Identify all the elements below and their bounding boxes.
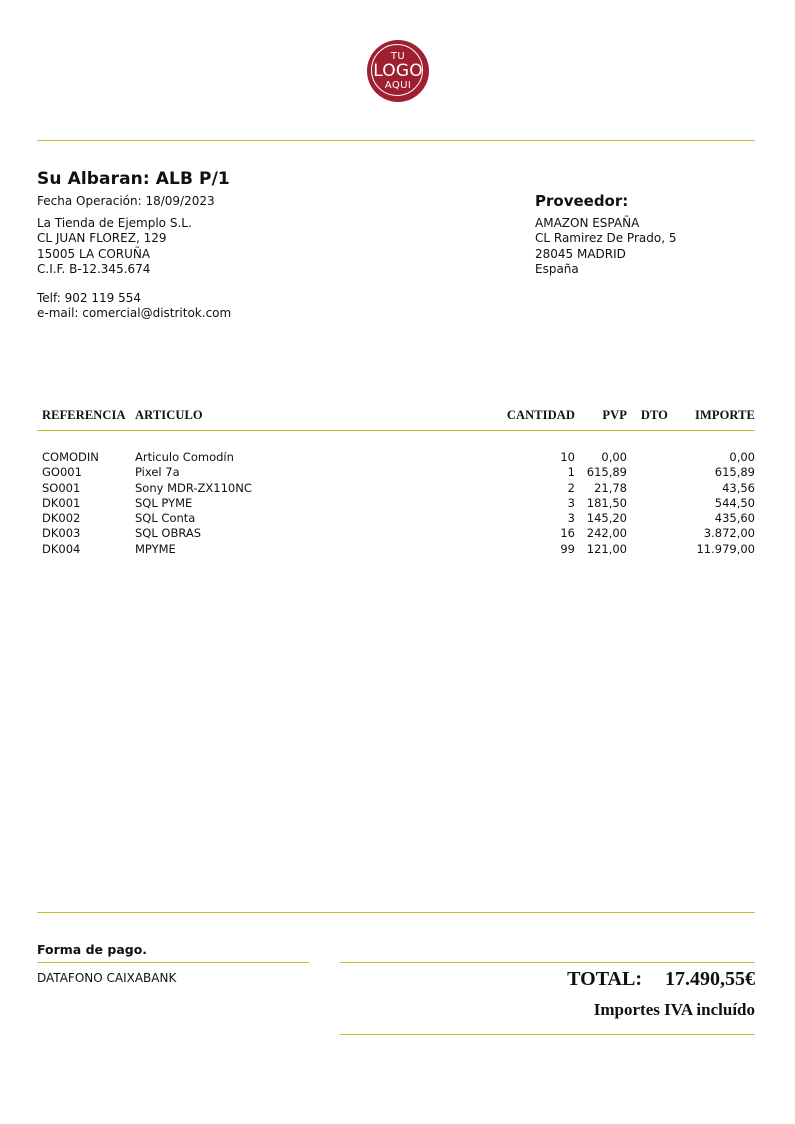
document-date: Fecha Operación: 18/09/2023 xyxy=(37,194,215,208)
document-title: Su Albaran: ALB P/1 xyxy=(37,169,230,189)
column-header-cantidad: CANTIDAD xyxy=(506,408,575,422)
total-box-bottom-divider xyxy=(340,1034,755,1035)
column-header-dto: DTO xyxy=(640,408,668,422)
table-row xyxy=(37,496,755,511)
cell-cantidad: 99 xyxy=(560,541,575,556)
issuer-contact-block xyxy=(37,291,231,322)
cell-referencia: DK001 xyxy=(42,495,81,510)
issuer-city: 15005 LA CORUÑA xyxy=(37,246,151,261)
logo-line-3: AQUI xyxy=(384,79,412,91)
cell-referencia: SO001 xyxy=(42,480,81,495)
column-header-articulo: ARTICULO xyxy=(135,408,203,422)
cell-articulo: Sony MDR-ZX110NC xyxy=(135,480,252,495)
line-items-table-header xyxy=(37,408,755,426)
total-tax-note: Importes IVA incluído xyxy=(593,1000,755,1019)
cell-pvp: 181,50 xyxy=(586,495,627,510)
payment-method-heading: Forma de pago. xyxy=(37,942,148,957)
supplier-city: 28045 MADRID xyxy=(535,246,626,261)
cell-cantidad: 3 xyxy=(567,511,575,526)
cell-articulo: Articulo Comodín xyxy=(135,450,234,464)
cell-referencia: COMODIN xyxy=(42,450,99,464)
issuer-street: CL JUAN FLOREZ, 129 xyxy=(37,231,167,246)
table-row xyxy=(37,481,755,496)
cell-referencia: DK003 xyxy=(42,526,81,541)
cell-importe: 43,56 xyxy=(722,480,755,495)
cell-pvp: 121,00 xyxy=(586,541,627,556)
cell-importe: 11.979,00 xyxy=(696,541,755,556)
cell-articulo: Pixel 7a xyxy=(135,465,180,480)
issuer-phone: Telf: 902 119 554 xyxy=(37,291,142,305)
payment-method-value: DATAFONO CAIXABANK xyxy=(37,971,177,985)
logo-text xyxy=(367,40,429,102)
supplier-address-block xyxy=(535,216,676,277)
cell-cantidad: 16 xyxy=(560,526,575,541)
column-header-pvp: PVP xyxy=(602,408,627,422)
cell-referencia: GO001 xyxy=(42,465,82,480)
cell-referencia: DK004 xyxy=(42,541,81,556)
total-row xyxy=(340,968,755,996)
cell-pvp: 242,00 xyxy=(586,526,627,541)
cell-importe: 615,89 xyxy=(714,465,755,480)
table-row xyxy=(37,465,755,480)
payment-method-underline xyxy=(37,962,309,963)
cell-cantidad: 3 xyxy=(567,495,575,510)
total-label: TOTAL: xyxy=(567,968,642,990)
total-amount: 17.490,55€ xyxy=(665,968,755,990)
total-box-top-divider xyxy=(340,962,755,963)
logo-line-1: TU xyxy=(390,50,406,62)
cell-importe: 3.872,00 xyxy=(703,526,755,541)
table-row xyxy=(37,542,755,557)
footer-top-divider xyxy=(37,912,755,913)
column-header-importe: IMPORTE xyxy=(695,408,755,422)
company-logo xyxy=(367,40,429,102)
cell-pvp: 21,78 xyxy=(594,480,627,495)
cell-cantidad: 1 xyxy=(567,465,575,480)
header-divider xyxy=(37,140,755,141)
cell-articulo: MPYME xyxy=(135,541,176,556)
issuer-address-block xyxy=(37,216,192,277)
logo-line-2: LOGO xyxy=(373,60,423,81)
cell-cantidad: 2 xyxy=(567,480,575,495)
table-row xyxy=(37,511,755,526)
cell-importe: 544,50 xyxy=(714,495,755,510)
supplier-country: España xyxy=(535,261,579,276)
cell-articulo: SQL OBRAS xyxy=(135,526,202,541)
cell-articulo: SQL PYME xyxy=(135,495,193,510)
table-row xyxy=(37,526,755,541)
cell-cantidad: 10 xyxy=(560,450,575,464)
column-header-referencia: REFERENCIA xyxy=(42,408,126,422)
table-row xyxy=(37,450,755,465)
cell-pvp: 0,00 xyxy=(601,450,627,464)
cell-pvp: 615,89 xyxy=(586,465,627,480)
issuer-email: e-mail: comercial@distritok.com xyxy=(37,306,232,321)
supplier-street: CL Ramirez De Prado, 5 xyxy=(535,231,677,246)
cell-articulo: SQL Conta xyxy=(135,511,196,526)
line-items-table-body xyxy=(37,450,755,557)
table-header-divider xyxy=(37,430,755,431)
issuer-name: La Tienda de Ejemplo S.L. xyxy=(37,216,192,230)
supplier-heading: Proveedor: xyxy=(535,192,629,210)
issuer-tax-id: C.I.F. B-12.345.674 xyxy=(37,261,151,276)
cell-importe: 0,00 xyxy=(729,450,755,464)
supplier-name: AMAZON ESPAÑA xyxy=(535,216,640,230)
cell-importe: 435,60 xyxy=(714,511,755,526)
cell-pvp: 145,20 xyxy=(586,511,627,526)
cell-referencia: DK002 xyxy=(42,511,81,526)
